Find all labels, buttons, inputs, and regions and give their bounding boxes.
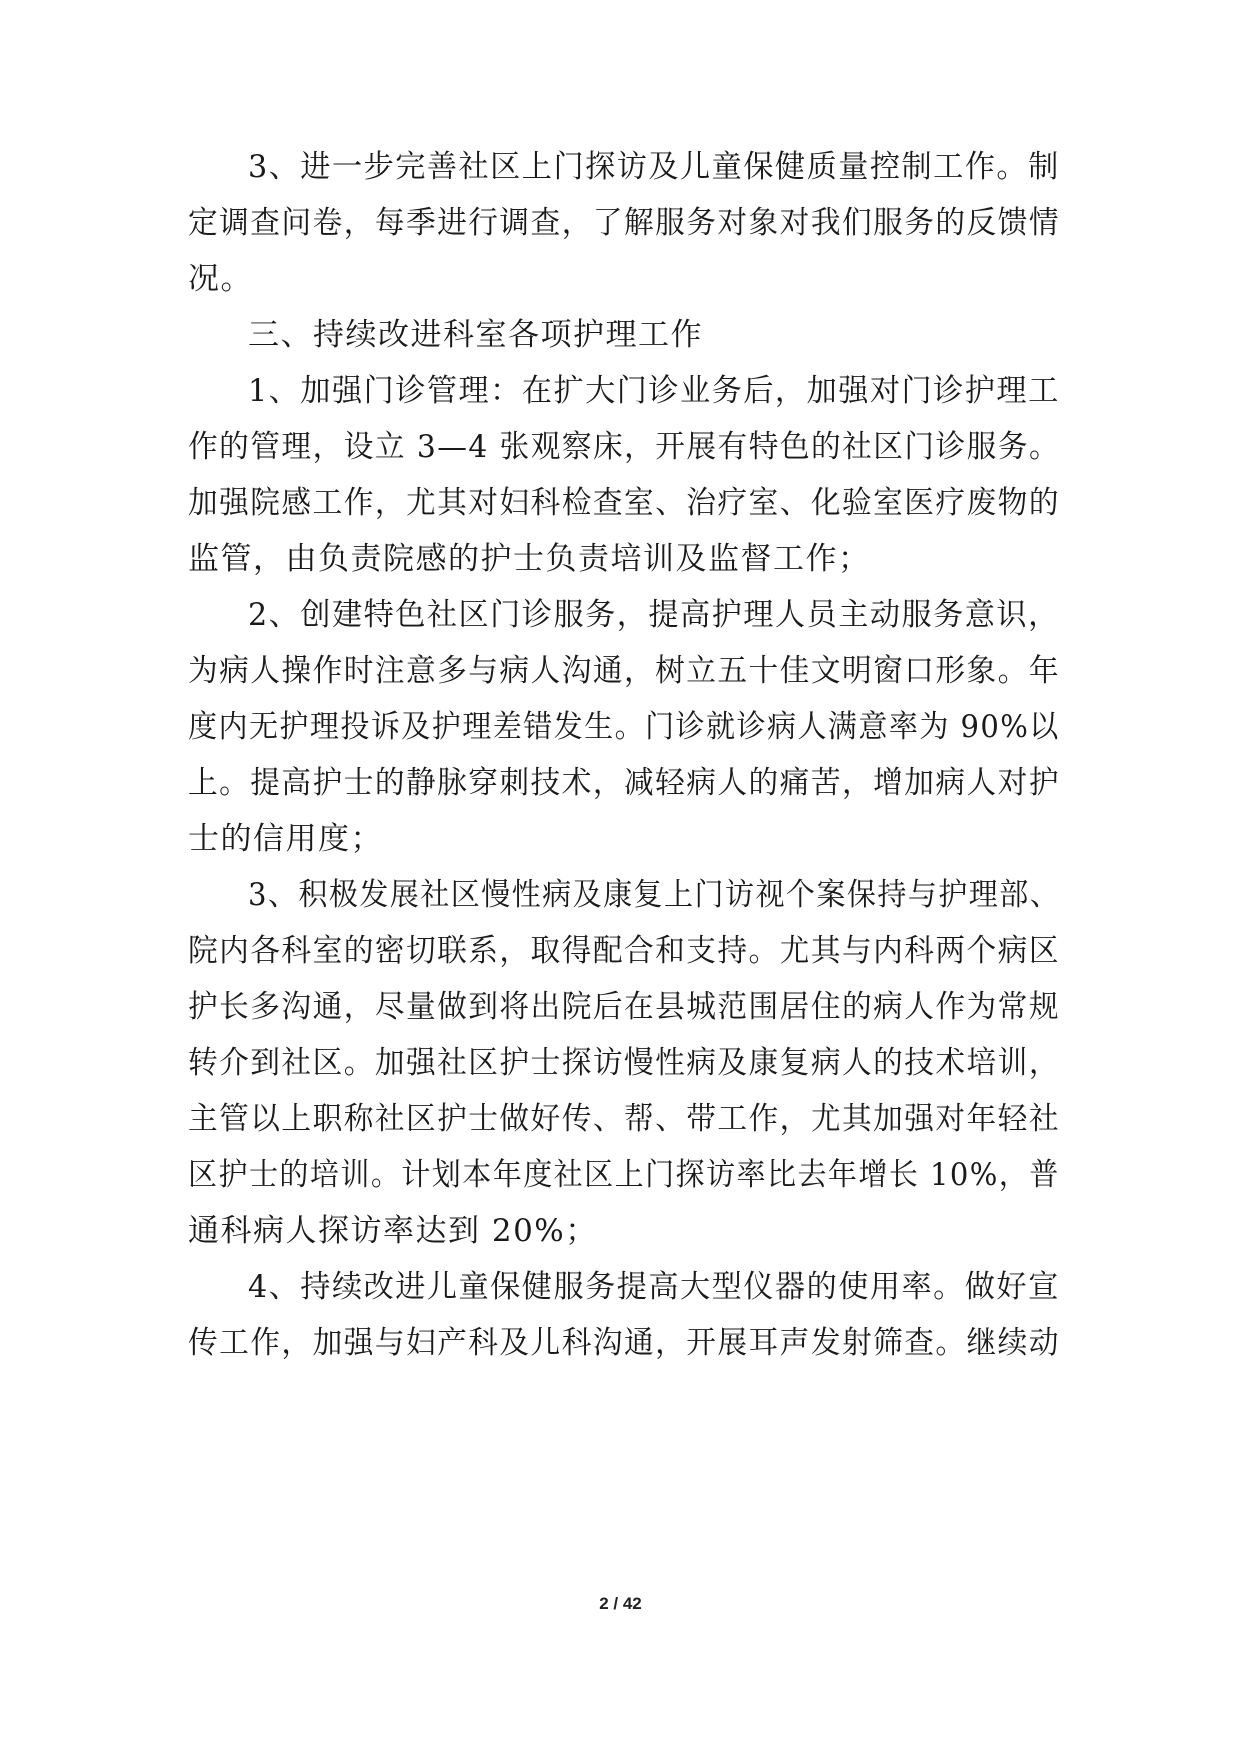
body-text-line: 主管以上职称社区护士做好传、帮、带工作，尤其加强对年轻社: [188, 1101, 1060, 1137]
body-text-line: 护长多沟通，尽量做到将出院后在县城范围居住的病人作为常规: [188, 989, 1060, 1025]
body-text-line: 3、进一步完善社区上门探访及儿童保健质量控制工作。制: [248, 149, 1060, 185]
body-text-line: 上。提高护士的静脉穿刺技术，减轻病人的痛苦，增加病人对护: [188, 765, 1060, 801]
body-text-line: 为病人操作时注意多与病人沟通，树立五十佳文明窗口形象。年: [188, 653, 1060, 689]
body-text-line: 1、加强门诊管理：在扩大门诊业务后，加强对门诊护理工: [248, 373, 1060, 409]
body-text-line: 转介到社区。加强社区护士探访慢性病及康复病人的技术培训，: [188, 1045, 1060, 1081]
section-heading: 三、持续改进科室各项护理工作: [248, 317, 703, 353]
body-text-line: 度内无护理投诉及护理差错发生。门诊就诊病人满意率为 90%以: [188, 709, 1060, 745]
body-text-line: 4、持续改进儿童保健服务提高大型仪器的使用率。做好宣: [248, 1269, 1060, 1305]
body-text-line: 区护士的培训。计划本年度社区上门探访率比去年增长 10%，普: [188, 1157, 1060, 1193]
body-text-line: 院内各科室的密切联系，取得配合和支持。尤其与内科两个病区: [188, 933, 1060, 969]
body-text-line: 3、积极发展社区慢性病及康复上门访视个案保持与护理部、: [248, 877, 1061, 913]
body-text-line: 传工作，加强与妇产科及儿科沟通，开展耳声发射筛查。继续动: [188, 1325, 1060, 1361]
body-text-line: 作的管理，设立 3—4 张观察床，开展有特色的社区门诊服务。: [188, 429, 1061, 465]
body-text-line: 加强院感工作，尤其对妇科检查室、治疗室、化验室医疗废物的: [188, 485, 1060, 521]
body-text-line: 通科病人探访率达到 20%；: [188, 1213, 598, 1249]
body-text-line: 监管，由负责院感的护士负责培训及监督工作；: [188, 541, 871, 577]
body-text-line: 况。: [188, 261, 253, 297]
body-text-line: 士的信用度；: [188, 821, 383, 857]
page-number: 2 / 42: [599, 1594, 642, 1613]
body-text-line: 定调查问卷，每季进行调查，了解服务对象对我们服务的反馈情: [188, 205, 1060, 241]
body-text-line: 2、创建特色社区门诊服务，提高护理人员主动服务意识，: [248, 597, 1060, 633]
